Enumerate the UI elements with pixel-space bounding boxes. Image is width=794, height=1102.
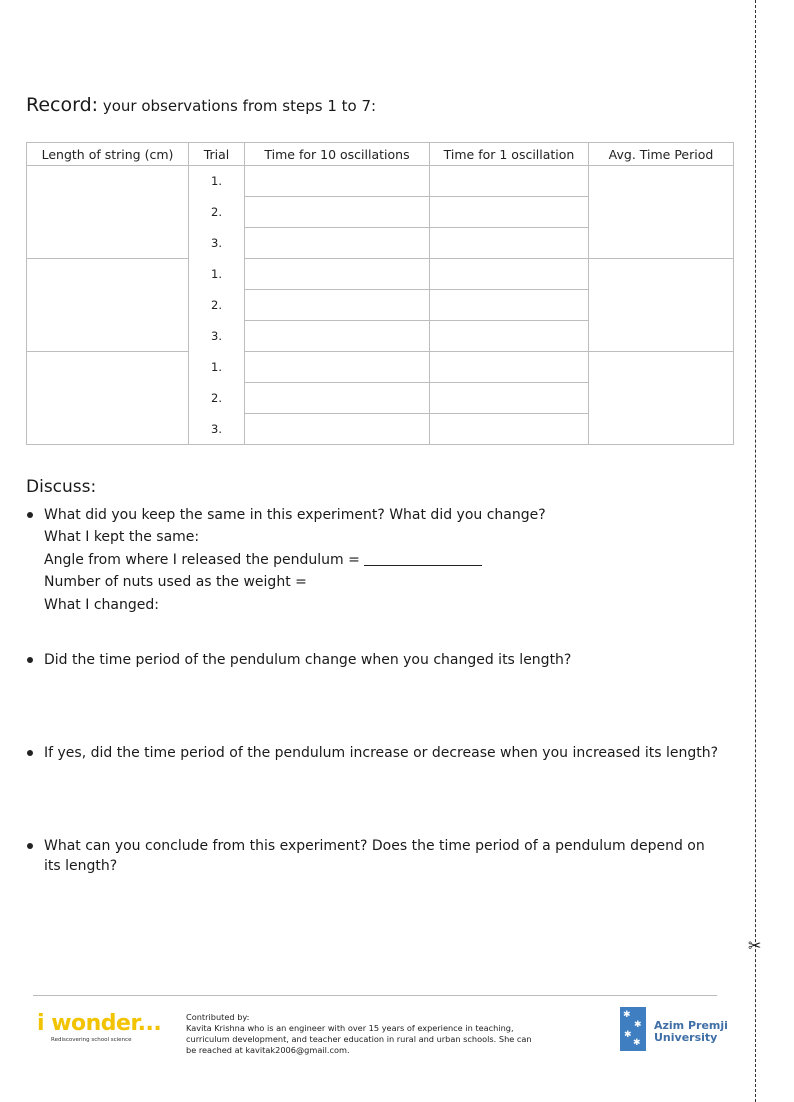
bullet-icon xyxy=(27,657,33,663)
header-time-10: Time for 10 oscillations xyxy=(245,143,430,166)
avg-period-cell[interactable] xyxy=(589,352,734,445)
question-4-line-1: What can you conclude from this experiment? Does the time period of a pendulum depend on xyxy=(44,838,705,854)
bullet-icon xyxy=(27,512,33,518)
trial-label: 3. xyxy=(189,414,245,445)
contrib-title: Contributed by: xyxy=(186,1012,250,1022)
contrib-line: Kavita Krishna who is an engineer with over 15 years of experience in teaching, xyxy=(186,1023,514,1033)
question-2: Did the time period of the pendulum change when you changed its length? xyxy=(44,652,572,668)
time-1-cell[interactable] xyxy=(430,228,589,259)
time-1-cell[interactable] xyxy=(430,383,589,414)
question-4-line-2: its length? xyxy=(44,858,118,874)
header-avg-period: Avg. Time Period xyxy=(589,143,734,166)
observation-table xyxy=(26,142,734,445)
question-1: What did you keep the same in this experiment? What did you change? xyxy=(44,507,546,523)
record-heading xyxy=(26,94,376,116)
angle-label: Angle from where I released the pendulum = xyxy=(44,552,360,568)
university-name xyxy=(654,1020,728,1044)
trial-label: 1. xyxy=(189,352,245,383)
time-1-cell[interactable] xyxy=(430,259,589,290)
trial-label: 3. xyxy=(189,228,245,259)
iwonder-logo xyxy=(37,1012,161,1043)
length-cell[interactable] xyxy=(27,352,189,445)
contrib-line: curriculum development, and teacher education in rural and urban schools. She can xyxy=(186,1034,532,1044)
header-length: Length of string (cm) xyxy=(27,143,189,166)
contributor-note xyxy=(186,1012,566,1056)
avg-period-cell[interactable] xyxy=(589,166,734,259)
trial-label: 3. xyxy=(189,321,245,352)
time-1-cell[interactable] xyxy=(430,166,589,197)
table-row xyxy=(27,166,734,197)
time-10-cell[interactable] xyxy=(245,352,430,383)
trial-label: 2. xyxy=(189,383,245,414)
trial-label: 1. xyxy=(189,259,245,290)
iwonder-tagline: Rediscovering school science xyxy=(51,1037,132,1043)
university-name-line-2: University xyxy=(654,1031,718,1044)
time-10-cell[interactable] xyxy=(245,197,430,228)
time-1-cell[interactable] xyxy=(430,352,589,383)
angle-answer-blank[interactable] xyxy=(364,551,482,566)
trial-label: 1. xyxy=(189,166,245,197)
angle-line xyxy=(44,549,482,571)
header-time-1: Time for 1 oscillation xyxy=(430,143,589,166)
table-row xyxy=(27,352,734,383)
bullet-icon xyxy=(27,843,33,849)
time-1-cell[interactable] xyxy=(430,197,589,228)
contrib-line: be reached at kavitak2006@gmail.com. xyxy=(186,1045,350,1055)
header-trial: Trial xyxy=(189,143,245,166)
record-title: Record: xyxy=(26,94,99,116)
time-1-cell[interactable] xyxy=(430,290,589,321)
footer-divider xyxy=(33,995,717,996)
university-emblem-icon: ✱ ✱ ✱ ✱ xyxy=(620,1007,646,1051)
nuts-line: Number of nuts used as the weight = xyxy=(44,574,307,590)
length-cell[interactable] xyxy=(27,166,189,259)
time-10-cell[interactable] xyxy=(245,259,430,290)
discuss-heading: Discuss: xyxy=(26,477,97,497)
question-3: If yes, did the time period of the pendulum increase or decrease when you increased its length? xyxy=(44,745,719,761)
time-1-cell[interactable] xyxy=(430,321,589,352)
length-cell[interactable] xyxy=(27,259,189,352)
university-name-line-1: Azim Premji xyxy=(654,1019,728,1032)
trial-label: 2. xyxy=(189,197,245,228)
iwonder-logo-text: i wonder... xyxy=(37,1011,162,1036)
time-10-cell[interactable] xyxy=(245,166,430,197)
bullet-icon xyxy=(27,750,33,756)
time-10-cell[interactable] xyxy=(245,383,430,414)
table-header-row xyxy=(27,143,734,166)
record-subtitle: your observations from steps 1 to 7: xyxy=(102,97,377,115)
time-10-cell[interactable] xyxy=(245,414,430,445)
kept-same-label: What I kept the same: xyxy=(44,529,200,545)
time-10-cell[interactable] xyxy=(245,290,430,321)
scissors-icon: ✂ xyxy=(748,936,762,955)
time-10-cell[interactable] xyxy=(245,321,430,352)
avg-period-cell[interactable] xyxy=(589,259,734,352)
table-row xyxy=(27,259,734,290)
time-1-cell[interactable] xyxy=(430,414,589,445)
changed-label: What I changed: xyxy=(44,597,159,613)
time-10-cell[interactable] xyxy=(245,228,430,259)
trial-label: 2. xyxy=(189,290,245,321)
